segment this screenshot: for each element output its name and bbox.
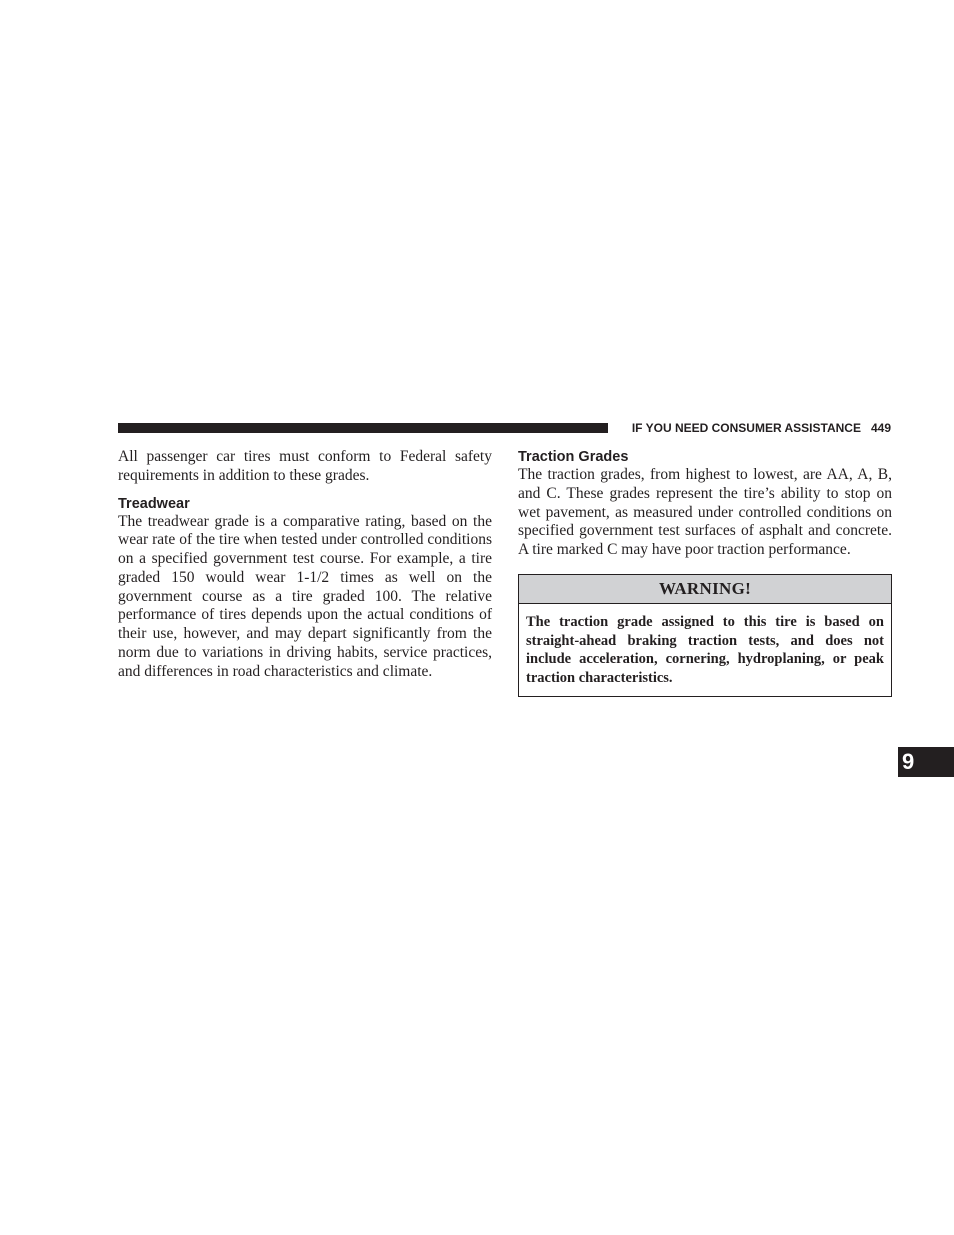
warning-title: WARNING! [519, 575, 891, 604]
warning-box [518, 574, 892, 697]
treadwear-heading: Treadwear [118, 495, 190, 512]
chapter-number: 9 [902, 749, 915, 774]
chapter-tab [898, 747, 954, 777]
header-rule [118, 423, 608, 433]
page-number: 449 [870, 421, 891, 435]
intro-paragraph: All passenger car tires must conform to Federal safety requirements in addition to these grades. [118, 448, 492, 484]
traction-heading: Traction Grades [518, 449, 629, 465]
warning-text: The traction grade assigned to this tire is based on straight-ahead braking traction tests, and does not include acceleration, cornering, hydroplaning, or peak traction characteristics. [526, 613, 884, 686]
treadwear-paragraph: The treadwear grade is a comparative rating, based on the wear rate of the tire when tested under controlled conditions on a specified government test course. For example, a tire graded 150 would wear 1-1/2 times as well on the government course as a tire graded 100. The relative performance of tires depends upon the actual conditions of their use, however, and may depart significantly from the norm due to variations in driving habits, service practices, and differences in road characteristics and climate. [118, 512, 492, 680]
right-column [518, 448, 892, 697]
left-column [118, 448, 492, 681]
section-title: IF YOU NEED CONSUMER ASSISTANCE [631, 421, 861, 435]
running-head [618, 420, 891, 436]
traction-paragraph: The traction grades, from highest to lowest, are AA, A, B, and C. These grades represent the tire’s ability to stop on wet pavement, as measured under controlled conditions on specified government test surfaces of asphalt and concrete. A tire marked C may have poor traction performance. [518, 466, 892, 558]
